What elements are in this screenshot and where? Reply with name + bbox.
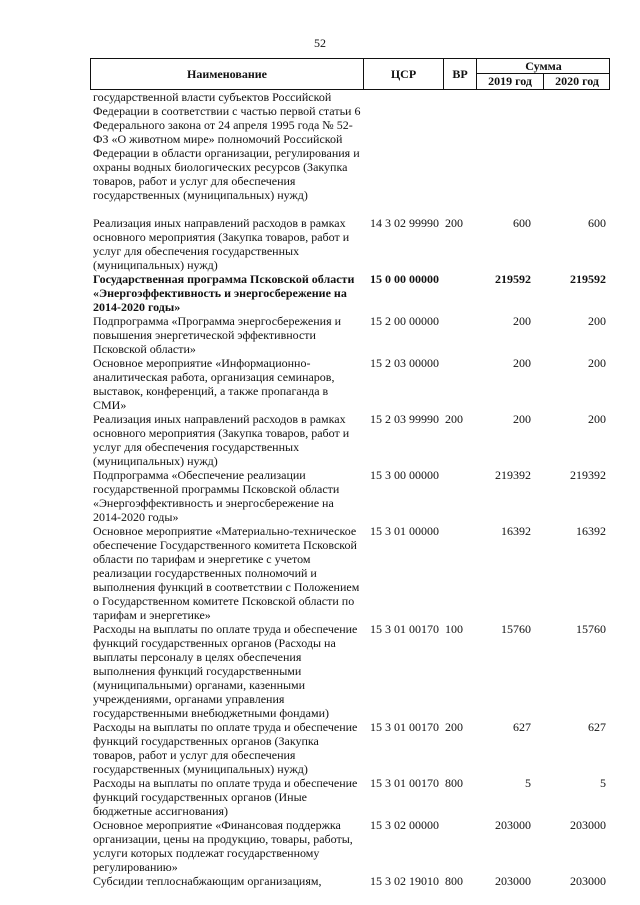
table-row [90,720,610,776]
row-name: Основное мероприятие «Информационно-аналитическая работа, организация семинаров, выставок, конференций, а также пропаганда в СМИ» [93,356,335,412]
row-csr: 15 2 00 00000 [370,314,439,328]
row-csr: 15 3 00 00000 [370,468,439,482]
row-year-2019: 200 [513,314,531,328]
table-row [90,524,610,622]
row-year-2020: 219592 [570,272,606,286]
row-csr: 15 3 01 00170 [370,622,439,636]
row-name: Подпрограмма «Обеспечение реализации государственной программы Псковской области «Энергоэффективность и энергосбережение на 2014-2020 годы» [93,468,340,524]
row-year-2019: 16392 [501,524,531,538]
table-row [90,314,610,356]
table-row [90,272,610,314]
table-row [90,356,610,412]
row-year-2019: 203000 [495,874,531,888]
row-year-2020: 600 [588,216,606,230]
row-vr: 200 [445,412,463,426]
row-csr [363,90,443,216]
table-row [90,468,610,524]
row-year-2019: 5 [525,776,531,790]
row-year-2019: 15760 [501,622,531,636]
row-csr: 15 0 00 00000 [370,272,439,286]
table-row [90,818,610,874]
row-year-2020: 200 [588,356,606,370]
row-year-2020: 16392 [576,524,606,538]
table-row [90,776,610,818]
row-year-2019 [476,90,543,216]
header-name: Наименование [91,59,364,89]
row-year-2020: 200 [588,412,606,426]
row-vr [443,314,476,356]
row-year-2019: 219392 [495,468,531,482]
row-vr [443,468,476,524]
row-year-2020: 627 [588,720,606,734]
row-vr [443,90,476,216]
row-year-2019: 219592 [495,272,531,286]
row-year-2020: 203000 [570,818,606,832]
row-year-2019: 627 [513,720,531,734]
row-year-2019: 203000 [495,818,531,832]
row-csr: 15 2 03 00000 [370,356,439,370]
row-csr: 15 3 02 00000 [370,818,439,832]
row-csr: 15 3 01 00170 [370,720,439,734]
row-name: Основное мероприятие «Материально-техническое обеспечение Государственного комитета Псковской области по тарифам и энергетике с учетом реализации государственных полномочий и выполнения функций в соответствии с Положением о Государственном комитете Псковской области по тарифам и энергетике» [93,524,360,622]
row-year-2019: 200 [513,356,531,370]
row-vr: 800 [445,874,463,888]
row-name: государственной власти субъектов Российской Федерации в соответствии с частью первой статьи 6 Федерального закона от 24 апреля 1995 года № 52-ФЗ «О животном мире» полномочий Российской Федерации в области организации, регулирования и охраны водных биологических ресурсов (Закупка товаров, работ и услуг для обеспечения государственных (муниципальных) нужд) [93,90,361,202]
row-year-2020: 5 [600,776,606,790]
row-name: Реализация иных направлений расходов в рамках основного мероприятия (Закупка товаров, работ и услуг для обеспечения государственных (муниципальных) нужд) [93,216,350,272]
row-year-2020: 203000 [570,874,606,888]
table-row [90,622,610,720]
table-header [90,58,610,90]
row-name: Подпрограмма «Программа энергосбережения и повышения энергетической эффективности Псковской области» [93,314,342,356]
row-vr: 200 [445,216,463,230]
row-name: Основное мероприятие «Финансовая поддержка организации, цены на продукцию, товары, работы, услуги которых подлежат государственному регулированию» [93,818,353,874]
row-name: Расходы на выплаты по оплате труда и обеспечение функций государственных органов (Иные бюджетные ассигнования) [93,776,358,818]
row-name: Расходы на выплаты по оплате труда и обеспечение функций государственных органов (Закупка товаров, работ и услуг для обеспечения государственных (муниципальных) нужд) [93,720,358,776]
table-row [90,412,610,468]
table-row [90,216,610,272]
header-sum: Сумма [477,59,610,74]
row-vr [443,818,476,874]
row-vr [443,524,476,622]
row-vr: 800 [445,776,463,790]
row-csr: 15 2 03 99990 [370,412,439,426]
row-csr: 15 3 02 19010 [370,874,439,888]
row-year-2020 [543,90,610,216]
row-vr [443,272,476,314]
table-row [90,90,610,216]
row-year-2019: 200 [513,412,531,426]
row-name: Реализация иных направлений расходов в рамках основного мероприятия (Закупка товаров, работ и услуг для обеспечения государственных (муниципальных) нужд) [93,412,350,468]
row-name: Расходы на выплаты по оплате труда и обеспечение функций государственных органов (Расходы на выплаты персоналу в целях обеспечения выполнения функций государственными (муниципальными) органами, казенными учреждениями, органами управления государственными внебюджетными фондами) [93,622,358,720]
page-number: 52 [314,36,326,50]
header-csr: ЦСР [364,59,444,89]
row-name: Государственная программа Псковской области «Энергоэффективность и энергосбережение на 2014-2020 годы» [93,272,355,314]
row-csr: 15 3 01 00000 [370,524,439,538]
row-name: Субсидии теплоснабжающим организациям, [93,874,322,888]
table-body [90,90,610,888]
header-vr: ВР [444,59,477,89]
row-year-2020: 219392 [570,468,606,482]
table-row [90,874,610,888]
row-vr [443,356,476,412]
header-year-2020: 2020 год [555,74,599,88]
row-year-2020: 200 [588,314,606,328]
row-year-2019: 600 [513,216,531,230]
row-vr: 100 [445,622,463,636]
row-year-2020: 15760 [576,622,606,636]
row-csr: 15 3 01 00170 [370,776,439,790]
row-vr: 200 [445,720,463,734]
header-year-2019: 2019 год [477,74,544,89]
row-csr: 14 3 02 99990 [370,216,439,230]
